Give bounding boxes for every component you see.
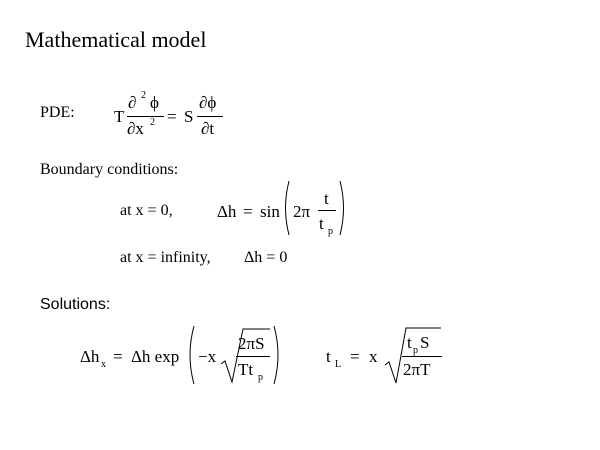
sol1-eq: = [113, 347, 123, 366]
sol1-num: 2πS [238, 334, 265, 353]
sol1-den-sub: p [258, 372, 263, 383]
cond2-eq: Δh = 0 [244, 249, 288, 266]
cond1-fraction-bar [318, 210, 336, 211]
cond1-right-paren [338, 180, 348, 236]
pde-den-left: ∂x [127, 119, 144, 138]
boundary-label: Boundary conditions: [40, 161, 179, 178]
pde-coef-left: T [114, 107, 125, 126]
cond2-text: at x = infinity, [120, 249, 211, 266]
sol2-num-rest: S [420, 333, 430, 352]
cond1-coef: 2π [293, 202, 311, 221]
solutions-label: Solutions: [40, 296, 111, 313]
cond1-num: t [324, 189, 329, 208]
sol2-den: 2πT [403, 360, 431, 379]
cond1-func: sin [260, 202, 280, 221]
sol2-x: x [369, 347, 378, 366]
pde-fraction-bar-right [197, 116, 223, 117]
sol1-lhs-sub: x [101, 359, 106, 370]
pde-num-left-var: ϕ [150, 93, 159, 112]
pde-equals: = [167, 107, 177, 126]
sol2-lhs: t [326, 347, 331, 366]
cond1-den: t [319, 214, 324, 233]
cond1-eq: = [243, 202, 253, 221]
sol2-eq: = [350, 347, 360, 366]
slide-title: Mathematical model [25, 27, 207, 52]
cond1-text: at x = 0, [120, 202, 173, 219]
sol2-fraction-bar [402, 356, 442, 357]
pde-num-left-sup: 2 [141, 90, 146, 101]
sol2-lhs-sub: L [335, 359, 342, 370]
pde-den-right: ∂t [201, 119, 215, 138]
sol2-num: t [407, 333, 412, 352]
pde-num-left-d: ∂ [128, 93, 137, 112]
pde-num-right: ∂ϕ [199, 93, 217, 112]
pde-label: PDE: [40, 104, 75, 121]
sol2-num-sub: p [413, 345, 418, 356]
cond1-lhs: Δh [217, 202, 237, 221]
sol1-arg: −x [198, 347, 217, 366]
sol1-right-paren [271, 325, 283, 385]
sol1-den: Tt [238, 360, 254, 379]
sol1-fraction-bar [236, 356, 270, 357]
pde-coef-right: S [184, 107, 194, 126]
cond1-left-paren [281, 180, 291, 236]
sol1-lhs: Δh [80, 347, 100, 366]
cond1-den-sub: p [328, 226, 333, 237]
pde-den-left-sup: 2 [150, 117, 155, 128]
sol1-left-paren [185, 325, 197, 385]
sol1-rhs: Δh exp [131, 347, 180, 366]
pde-fraction-bar-left [127, 116, 164, 117]
